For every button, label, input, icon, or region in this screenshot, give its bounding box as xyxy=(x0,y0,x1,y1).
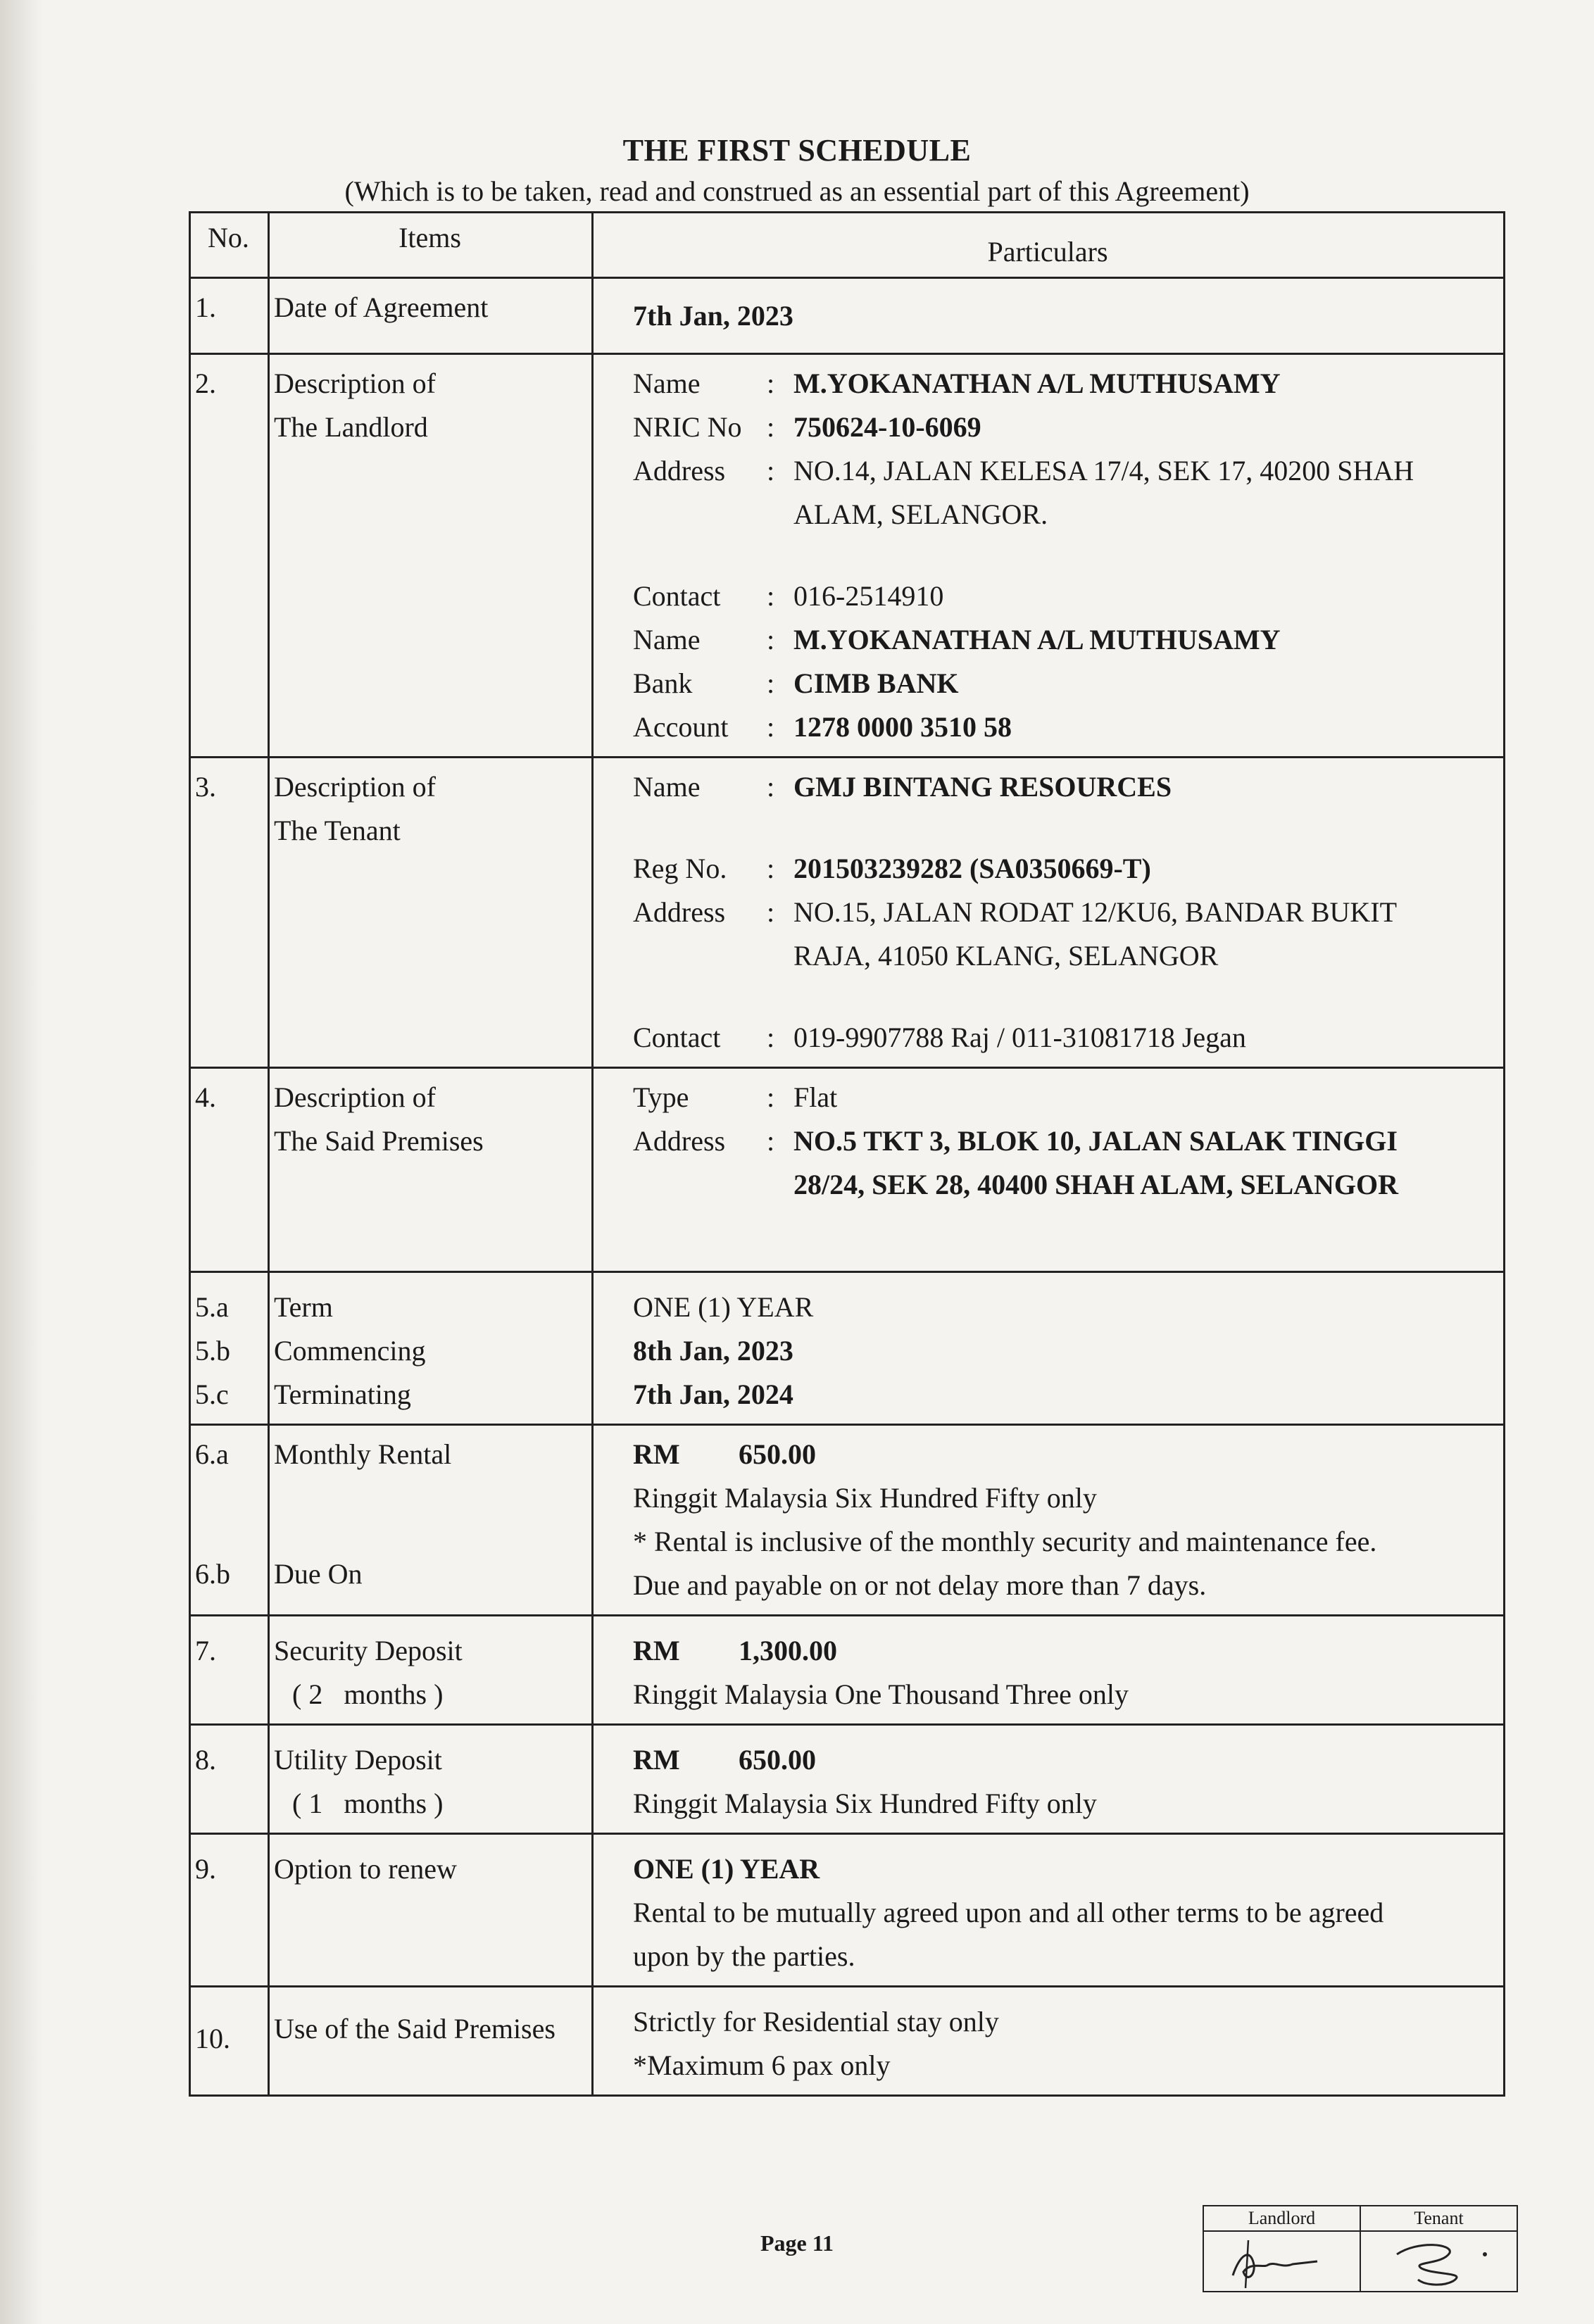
landlord-label: Landlord xyxy=(1203,2206,1360,2231)
field-label: Type xyxy=(633,1081,689,1113)
usage-text: Strictly for Residential stay only xyxy=(633,2006,999,2037)
field-label: NRIC No xyxy=(633,411,742,443)
tenant-reg-no: 201503239282 (SA0350669-T) xyxy=(793,853,1151,884)
page-edge-shadow xyxy=(0,0,42,2324)
field-label: Name xyxy=(633,624,701,655)
item-line: The Said Premises xyxy=(274,1125,484,1157)
row-number: 2. xyxy=(190,354,269,758)
row-item: Monthly Rental Due On xyxy=(269,1425,593,1616)
header-no: No. xyxy=(190,213,269,278)
landlord-name-line: Name : M.YOKANATHAN A/L MUTHUSAMY xyxy=(633,362,1498,406)
utility-deposit-details xyxy=(593,1725,1505,1834)
rental-in-words: Ringgit Malaysia Six Hundred Fifty only xyxy=(633,1482,1097,1514)
row-number: 5.a 5.b 5.c xyxy=(190,1272,269,1425)
row-number: 1. xyxy=(190,278,269,354)
tenant-address-line: Address : NO.15, JALAN RODAT 12/KU6, BANDAR BUKIT RAJA, 41050 KLANG, SELANGOR xyxy=(633,891,1498,978)
security-deposit-amount: RM 1,300.00 xyxy=(633,1635,837,1666)
table-row xyxy=(190,354,1505,758)
row-number: 6.a 6.b xyxy=(190,1425,269,1616)
item-line: Description of xyxy=(274,1081,436,1113)
landlord-address-line: Address : NO.14, JALAN KELESA 17/4, SEK 17, 40200 SHAH ALAM, SELANGOR. xyxy=(633,449,1498,536)
landlord-signature xyxy=(1203,2231,1360,2292)
table-row xyxy=(190,1725,1505,1834)
item-line: Description of xyxy=(274,771,436,803)
tenant-address: NO.15, JALAN RODAT 12/KU6, BANDAR BUKIT RAJA, 41050 KLANG, SELANGOR xyxy=(793,896,1398,972)
tenant-reg-line: Reg No. : 201503239282 (SA0350669-T) xyxy=(633,847,1498,891)
field-label: Address xyxy=(633,1125,726,1157)
row-number: 8. xyxy=(190,1725,269,1834)
premises-details xyxy=(593,1068,1505,1272)
table-row xyxy=(190,1834,1505,1987)
row-item: Option to renew xyxy=(269,1834,593,1987)
security-deposit-words: Ringgit Malaysia One Thousand Three only xyxy=(633,1678,1129,1710)
terminating-date: 7th Jan, 2024 xyxy=(633,1378,793,1410)
account-line: Account : 1278 0000 3510 58 xyxy=(633,705,1498,749)
row-item xyxy=(269,758,593,1068)
premises-type: Flat xyxy=(793,1081,838,1113)
row-number: 4. xyxy=(190,1068,269,1272)
row-number: 7. xyxy=(190,1616,269,1725)
landlord-nric: 750624-10-6069 xyxy=(793,411,981,443)
agreement-date: 7th Jan, 2023 xyxy=(633,300,793,332)
item-line: The Landlord xyxy=(274,411,428,443)
signature-box xyxy=(1203,2205,1518,2292)
renewal-details xyxy=(593,1834,1505,1987)
bank-line: Bank : CIMB BANK xyxy=(633,662,1498,705)
field-label: Address xyxy=(633,896,726,928)
rental-amount: RM 650.00 xyxy=(633,1438,816,1470)
landlord-contact: 016-2514910 xyxy=(793,580,944,612)
utility-deposit-words: Ringgit Malaysia Six Hundred Fifty only xyxy=(633,1788,1097,1819)
row-number: 10. xyxy=(190,1987,269,2096)
row-item xyxy=(269,1068,593,1272)
renewal-text: upon by the parties. xyxy=(633,1940,855,1972)
account-name-line: Name : M.YOKANATHAN A/L MUTHUSAMY xyxy=(633,618,1498,662)
security-deposit-details xyxy=(593,1616,1505,1725)
landlord-details xyxy=(593,354,1505,758)
row-item: Use of the Said Premises xyxy=(269,1987,593,2096)
premises-address-line: Address : NO.5 TKT 3, BLOK 10, JALAN SALAK TINGGI 28/24, SEK 28, 40400 SHAH ALAM, SELANGOR xyxy=(633,1119,1498,1207)
premises-type-line: Type : Flat xyxy=(633,1076,1498,1119)
row-item: Date of Agreement xyxy=(269,278,593,354)
term-value: ONE (1) YEAR xyxy=(633,1291,814,1323)
field-label: Name xyxy=(633,368,701,399)
table-row xyxy=(190,1987,1505,2096)
tenant-signature xyxy=(1360,2231,1517,2292)
premises-address: NO.5 TKT 3, BLOK 10, JALAN SALAK TINGGI 28/24, SEK 28, 40400 SHAH ALAM, SELANGOR xyxy=(793,1125,1399,1200)
tenant-label: Tenant xyxy=(1360,2206,1517,2231)
table-row xyxy=(190,1616,1505,1725)
term-details xyxy=(593,1272,1505,1425)
table-row xyxy=(190,1425,1505,1616)
landlord-name: M.YOKANATHAN A/L MUTHUSAMY xyxy=(793,368,1281,399)
landlord-contact-line: Contact : 016-2514910 xyxy=(633,574,1498,618)
row-number: 3. xyxy=(190,758,269,1068)
table-row xyxy=(190,1068,1505,1272)
header-items: Items xyxy=(269,213,593,278)
item-line: Description of xyxy=(274,368,436,399)
renewal-text: Rental to be mutually agreed upon and all other terms to be agreed xyxy=(633,1897,1384,1928)
bank-name: CIMB BANK xyxy=(793,667,959,699)
table-row xyxy=(190,758,1505,1068)
tenant-contact: 019-9907788 Raj / 011-31081718 Jegan xyxy=(793,1022,1246,1053)
tenant-name: GMJ BINTANG RESOURCES xyxy=(793,771,1172,803)
tenant-details xyxy=(593,758,1505,1068)
field-label: Contact xyxy=(633,1022,721,1053)
rental-details xyxy=(593,1425,1505,1616)
field-label: Bank xyxy=(633,667,693,699)
item-line: The Tenant xyxy=(274,815,401,846)
row-item: Term Commencing Terminating xyxy=(269,1272,593,1425)
page-number: Page 11 xyxy=(760,2230,834,2256)
field-label: Reg No. xyxy=(633,853,727,884)
row-item: Utility Deposit ( 1 months ) xyxy=(269,1725,593,1834)
account-number: 1278 0000 3510 58 xyxy=(793,711,1012,743)
table-row xyxy=(190,278,1505,354)
row-particulars xyxy=(593,278,1505,354)
field-label: Account xyxy=(633,711,729,743)
field-label: Name xyxy=(633,771,701,803)
landlord-address: NO.14, JALAN KELESA 17/4, SEK 17, 40200 SHAH ALAM, SELANGOR. xyxy=(793,455,1414,530)
header-particulars: Particulars xyxy=(593,213,1505,278)
field-label: Contact xyxy=(633,580,721,612)
usage-text: *Maximum 6 pax only xyxy=(633,2049,891,2081)
row-item xyxy=(269,354,593,758)
row-item: Security Deposit ( 2 months ) xyxy=(269,1616,593,1725)
rental-note: * Rental is inclusive of the monthly security and maintenance fee. xyxy=(633,1526,1377,1557)
row-number: 9. xyxy=(190,1834,269,1987)
schedule-table xyxy=(189,211,1505,2097)
tenant-name-line: Name : GMJ BINTANG RESOURCES xyxy=(633,765,1498,809)
renewal-term: ONE (1) YEAR xyxy=(633,1853,820,1885)
account-name: M.YOKANATHAN A/L MUTHUSAMY xyxy=(793,624,1281,655)
commencing-date: 8th Jan, 2023 xyxy=(633,1335,793,1367)
table-row xyxy=(190,1272,1505,1425)
usage-details xyxy=(593,1987,1505,2096)
utility-deposit-amount: RM 650.00 xyxy=(633,1744,816,1776)
rental-due: Due and payable on or not delay more than 7 days. xyxy=(633,1569,1207,1601)
schedule-subtitle: (Which is to be taken, read and construed as an essential part of this Agreement) xyxy=(344,175,1250,207)
table-header-row xyxy=(190,213,1505,278)
landlord-nric-line: NRIC No : 750624-10-6069 xyxy=(633,406,1498,449)
schedule-title: THE FIRST SCHEDULE xyxy=(622,133,972,168)
field-label: Address xyxy=(633,455,726,486)
tenant-contact-line: Contact : 019-9907788 Raj / 011-31081718 Jegan xyxy=(633,1016,1498,1060)
